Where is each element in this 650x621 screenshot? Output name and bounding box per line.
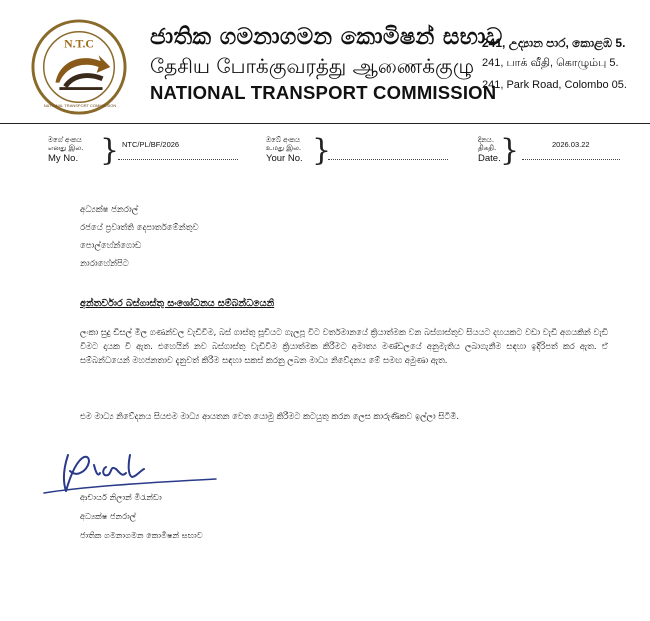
- my-number-label-en: My No.: [48, 153, 79, 164]
- your-number-brace: }: [312, 133, 332, 168]
- date-value: 2026.03.22: [552, 140, 590, 149]
- signatory-name: ආචාර්ය නිලාන් මිරැන්ඩා: [80, 492, 162, 502]
- address-tamil: 241, பாக் வீதி, கொழும்பு 5.: [482, 57, 619, 69]
- my-number-brace: }: [100, 133, 120, 168]
- date-dotline: [522, 159, 620, 160]
- signatory-organization: ජාතික ගමනාගමන කොමිෂන් සභාව: [80, 530, 203, 540]
- date-label-en: Date.: [478, 153, 501, 164]
- address-english: 241, Park Road, Colombo 05.: [482, 79, 627, 91]
- body-paragraph-2: එම මාධ්‍ය නිවේදනය සියළුම මාධ්‍ය ආයතන වෙත යොමු කිරීමට කටයුතු කරන ලෙස කාරුණිකව ඉල්ලා සිටිමි.: [80, 411, 460, 421]
- date-brace: }: [500, 133, 520, 168]
- date-label-si: දිනය.: [478, 136, 495, 144]
- my-number-label-ta: எனது இல.: [48, 144, 84, 152]
- logo-text: N.T.C: [64, 37, 94, 51]
- logo-ring-text: NATIONAL TRANSPORT COMMISSION: [43, 103, 117, 108]
- my-number-value: NTC/PL/BF/2026: [122, 140, 180, 149]
- my-number-label: [48, 136, 83, 164]
- body-paragraph-1: ලංකා සුදු ඩීසල් මිල ගණන්වල වැඩිවීම, බස් ගාස්තු සූචියට ගැලපූ විට වර්තමානයේ ක්‍රියාත්මක වන බස්ගාස්තුව සියයට දහයකට වඩා වැඩි අගයකින් වැඩි වීමට දායක වී ඇත. එහෙයින් නව බස්ගාස්තු වැඩිවීම ක්‍රියාත්මක කිරීමට අමාත්‍ය මණ්ඩලයේ අනුමැතිය ලබාගැනීම සඳහා ඉදිරිපත් කර ඇත. ඒ සම්බන්ධයෙන් මහජනතාව දැනුවත් කිරීම සඳහා සකස් කරනු ලබන මාධ්‍ය නිවේදනය මේ සමඟ අමුණා ඇත.: [80, 327, 608, 365]
- ntc-logo: [30, 18, 128, 116]
- your-number-label-en: Your No.: [266, 153, 303, 164]
- letter-subject: අන්තර්වාර බස්ගාස්තු සංශෝධනය සම්බන්ධයෙනි: [80, 298, 275, 309]
- address-sinhala: 241, උද්‍යාන පාර, කොළඹ 5.: [482, 36, 626, 50]
- your-number-label-ta: உமது இல.: [266, 144, 302, 152]
- my-number-dotline: [118, 159, 238, 160]
- your-number-label: [266, 136, 303, 164]
- your-number-label-si: ඔබේ අංකය: [266, 136, 300, 144]
- date-label-ta: திகதி.: [478, 144, 497, 152]
- recipient-line-3: පොල්හේන්ගොඩ: [80, 241, 142, 251]
- header-divider: [0, 123, 650, 124]
- recipient-line-1: අධ්‍යක්ෂ ජනරාල්: [80, 205, 139, 215]
- signatory-title: අධ්‍යක්ෂ ජනරාල්: [80, 511, 137, 521]
- recipient-line-2: රජයේ ප්‍රවෘත්ති දෙපාර්තමේන්තුව: [80, 223, 199, 233]
- my-number-label-si: මගේ අංකය: [48, 136, 82, 144]
- date-label: [478, 136, 501, 164]
- your-number-dotline: [328, 159, 448, 160]
- recipient-line-4: නාරාහේන්පිට: [80, 259, 129, 269]
- org-name-sinhala: ජාතික ගමනාගමන කොමිෂන් සභාව: [150, 24, 503, 50]
- org-name-english: NATIONAL TRANSPORT COMMISSION: [150, 82, 497, 103]
- org-name-tamil: தேசிய போக்குவரத்து ஆணைக்குழு: [150, 54, 475, 78]
